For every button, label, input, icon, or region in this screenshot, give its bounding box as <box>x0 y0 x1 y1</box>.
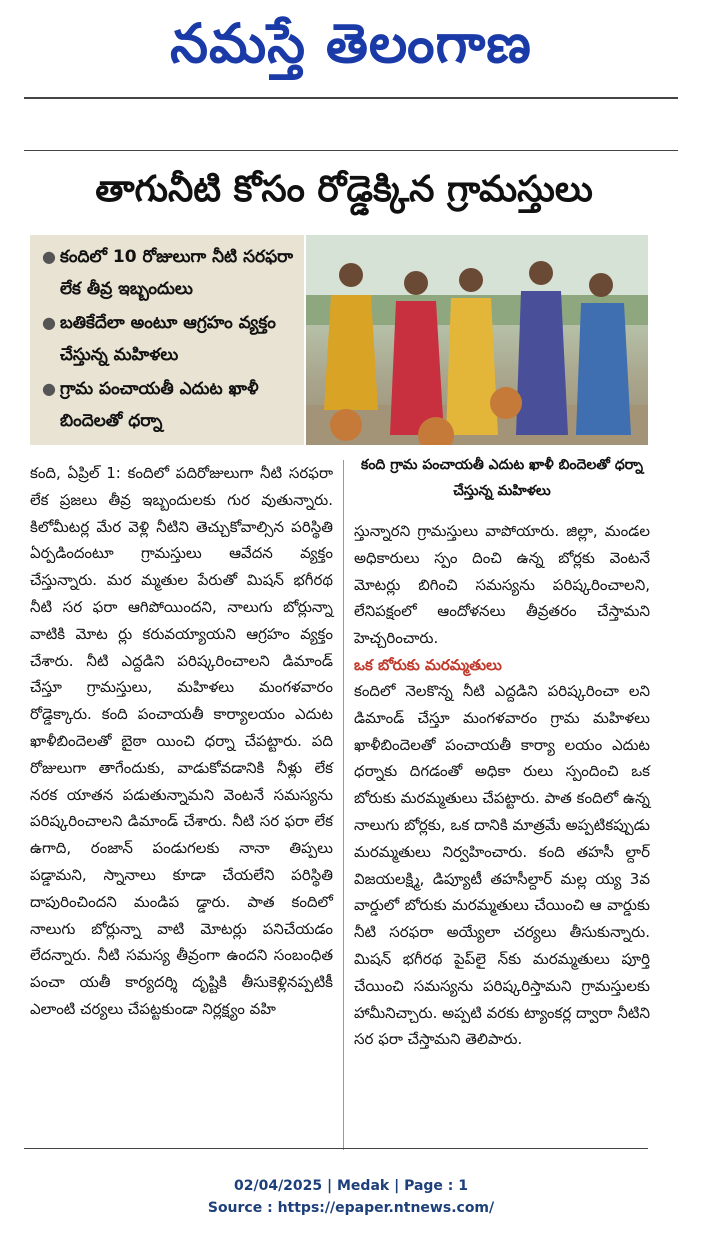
article-paragraph: కందిలో నెలకొన్న నీటి ఎద్దడిని పరిష్కరించా లని డిమాండ్ చేస్తూ మంగళవారం గ్రామ మహిళలు ఖాళీబిందెలతో పంచాయతీ కార్యా లయం ఎదుట ధర్నాకు దిగడంతో అధికా రులు స్పందించి ఒక బోరుకు మరమ్మతులు చేపట్టారు. పాత కందిలో ఉన్న నాలుగు బోర్లకు, ఒక దానికి మాత్రమే అప్పటికప్పుడు మరమ్మతులు నిర్వహించారు. కంది తహసీ ల్దార్ విజయలక్ష్మి, డిప్యూటీ తహసీల్దార్ మల్ల య్య 3వ వార్డులో బోరుకు మరమ్మతులు చేయించి ఆ వార్డుకు నీటి సరఫరా అయ్యేలా చర్యలు తీసుకున్నారు. మిషన్ భగీరథ పైప్‌లై న్‌కు మరమ్మతులు పూర్తి చేయించి సమస్యను పరిష్కరిస్తామని గ్రామస్తులకు హామీనిచ్చారు. అప్పటి వరకు ట్యాంకర్ల ద్వారా నీటిని సర ఫరా చేస్తామని తెలిపారు. <box>354 681 650 1049</box>
column-divider <box>343 460 344 1150</box>
news-photo <box>306 235 648 445</box>
footer <box>0 1175 702 1219</box>
headline: తాగునీటి కోసం రోడ్డెక్కిన గ్రామస్తులు <box>95 169 593 210</box>
headline-top-rule <box>24 150 678 151</box>
protest-photo-illustration <box>306 235 648 445</box>
footer-source-link[interactable]: Source : https://epaper.ntnews.com/ <box>207 1200 495 1216</box>
bullet-icon: ● <box>42 247 56 266</box>
article-paragraph: స్తున్నారని గ్రామస్తులు వాపోయారు. జిల్లా, మండల అధికారులు స్పం దించి ఉన్న బోర్లకు వెంటనే మోటర్లు బిగించి సమస్యను పరిష్కరించాలని, లేనిపక్షంలో ఆందోళనలు తీవ్రతరం చేస్తామని హెచ్చరించారు. <box>354 522 650 648</box>
bullet-icon: ● <box>42 379 56 398</box>
highlight-text: గ్రామ పంచాయతీ ఎదుట ఖాళీ బిందెలతో ధర్నా <box>60 379 259 431</box>
footer-rule <box>24 1148 648 1149</box>
masthead: నమస్తే తెలంగాణ <box>170 11 532 75</box>
highlight-item <box>40 241 298 305</box>
footer-date-edition: 02/04/2025 | Medak | Page : 1 <box>233 1178 469 1194</box>
masthead-rule <box>24 97 678 99</box>
article-column-right <box>354 518 650 1053</box>
photo-caption: కంది గ్రామ పంచాయతీ ఎదుట ఖాళీ బిందెలతో ధర్నా చేస్తున్న మహిళలు <box>361 457 643 499</box>
highlight-text: కందిలో 10 రోజులుగా నీటి సరఫరా లేక తీవ్ర ఇబ్బందులు <box>60 247 294 299</box>
highlight-item <box>40 373 298 437</box>
bullet-icon: ● <box>42 313 56 332</box>
article-column-left <box>30 460 333 1023</box>
highlights-box <box>30 235 304 445</box>
subheading: ఒక బోరుకు మరమ్మతులు <box>354 655 502 674</box>
highlight-text: బతికేదేలా అంటూ ఆగ్రహం వ్యక్తం చేస్తున్న మహిళలు <box>60 313 276 365</box>
highlight-item <box>40 307 298 371</box>
article-paragraph: కంది, ఏప్రిల్ 1: కందిలో పదిరోజులుగా నీటి సరఫరా లేక ప్రజలు తీవ్ర ఇబ్బందులకు గుర వుతున్నారు. కిలోమీటర్ల మేర వెళ్లి నీటిని తెచ్చుకోవాల్సిన పరిస్థితి ఏర్పడిందంటూ గ్రామస్తులు ఆవేదన వ్యక్తం చేస్తున్నారు. మర మ్మతుల పేరుతో మిషన్ భగీరథ నీటి సర ఫరా ఆగిపోయిందని, నాలుగు బోర్లున్నా వాటికి మోట ర్లు కరువయ్యాయని ఆగ్రహం వ్యక్తం చేశారు. నీటి ఎద్దడిని పరిష్కరించాలని డిమాండ్ చేస్తూ గ్రామస్తులు, మహిళలు మంగళవారం రోడ్డెక్కారు. కంది పంచాయతీ కార్యాలయం ఎదుట ఖాళీబిందెలతో బైఠా యించి ధర్నా చేపట్టారు. పది రోజులుగా తాగేందుకు, వాడుకోవడానికి నీళ్లు లేక నరక యాతన పడుతున్నామని వెంటనే సమస్యను పరిష్కరించాలని డిమాండ్ చేశారు. నీటి సర ఫరా లేక ఉగాది, రంజాన్ పండుగలకు నానా తిప్పలు పడ్డామని, స్నానాలు కూడా చేయలేని పరిస్థితి దాపురించిందని మండిప డ్డారు. పాత కందిలో నాలుగు బోర్లున్నా వాటి మోటర్లు పనిచేయడం లేదన్నారు. నీటి సమస్య తీవ్రంగా ఉందని సంబంధిత పంచా యతీ కార్యదర్శి దృష్టికి తీసుకెళ్లినప్పటికీ ఎలాంటి చర్యలు చేపట్టకుండా నిర్లక్ష్యం వహి <box>30 464 333 1018</box>
